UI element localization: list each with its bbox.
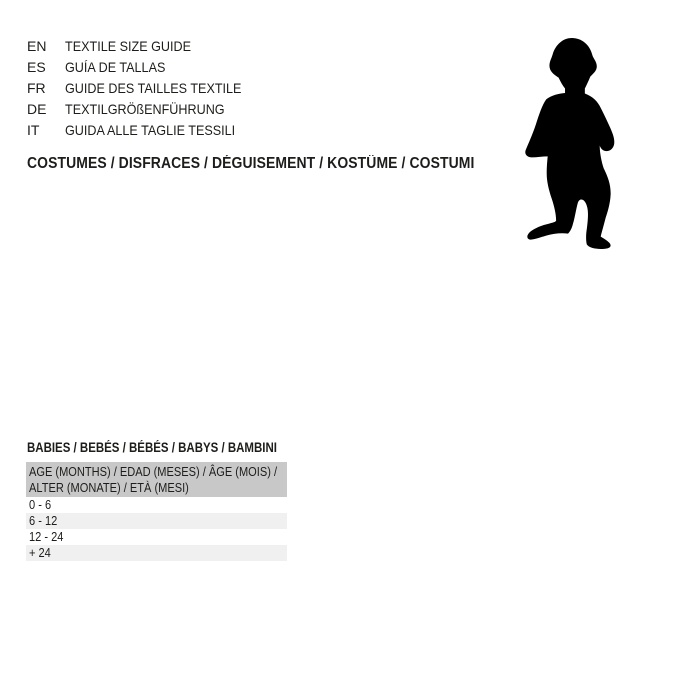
language-label: TEXTILE SIZE GUIDE [65,38,192,54]
section-title-babies [27,440,321,455]
category-title-text: COSTUMES / DISFRACES / DÉGUISEMENT / KOSTÜME / COSTUMI [27,155,475,172]
language-row [27,120,261,141]
language-list [27,36,261,141]
language-code: FR [27,80,46,96]
table-header-text-1: AGE (MONTHS) / EDAD (MESES) / ÂGE (MOIS) / [29,464,278,479]
baby-silhouette-icon [522,36,616,250]
language-row [27,99,261,120]
age-range-value: 12 - 24 [29,529,64,544]
language-code: DE [27,101,47,117]
table-row [26,545,287,561]
language-label: GUIDE DES TAILLES TEXTILE [65,80,242,96]
language-label: TEXTILGRÖßENFÜHRUNG [65,101,225,117]
language-code: EN [27,38,47,54]
baby-silhouette-shape [525,38,614,249]
language-row [27,78,261,99]
language-code: IT [27,122,40,138]
table-row [26,529,287,545]
table-row [26,497,287,513]
age-size-table [26,462,287,561]
language-row [27,36,261,57]
language-label: GUIDA ALLE TAGLIE TESSILI [65,122,236,138]
age-range-value: 0 - 6 [29,497,52,512]
age-range-value: 6 - 12 [29,513,58,528]
table-header-line-1 [29,464,287,480]
table-header-line-2 [29,480,287,496]
section-title-text: BABIES / BEBÉS / BÉBÉS / BABYS / BAMBINI [27,440,277,455]
table-row [26,513,287,529]
age-range-value: + 24 [29,545,51,560]
language-label: GUÍA DE TALLAS [65,59,166,75]
language-row [27,57,261,78]
table-header-row [26,462,287,497]
category-title [27,155,524,173]
table-header-text-2: ALTER (MONATE) / ETÀ (MESI) [29,479,189,495]
language-code: ES [27,59,46,75]
